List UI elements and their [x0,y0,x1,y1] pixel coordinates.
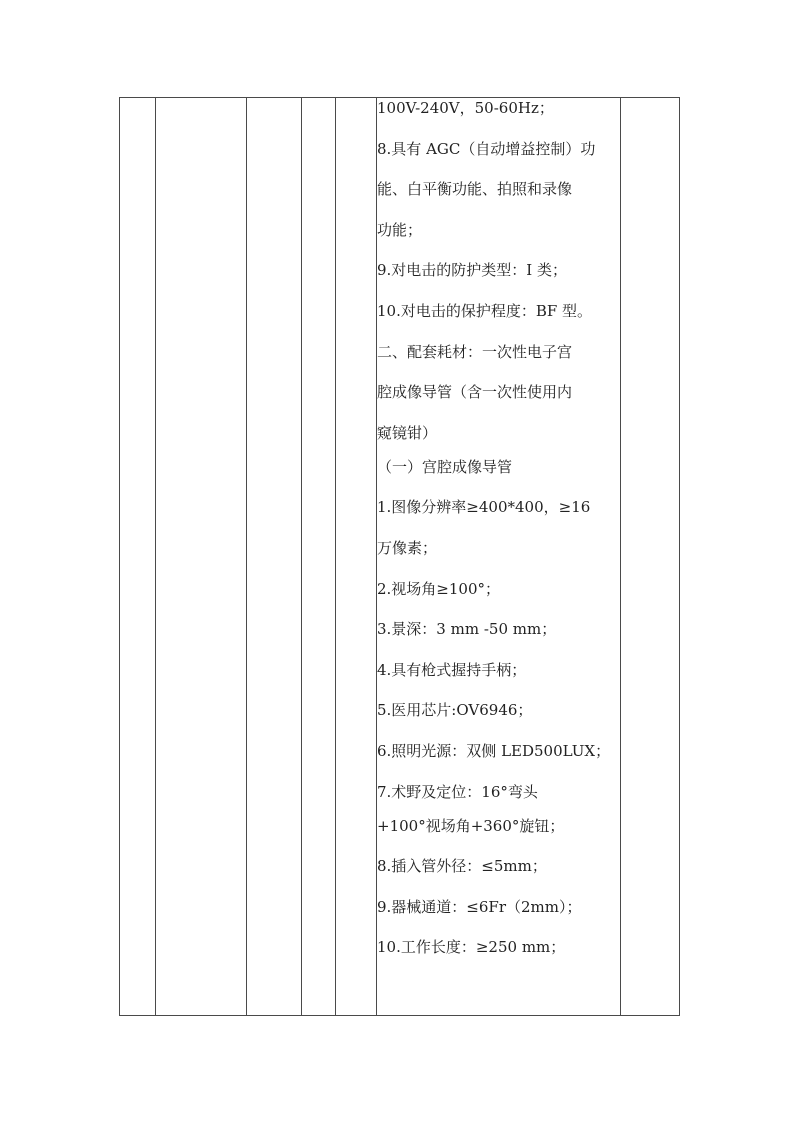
spec-line: 3.景深：3 mm -50 mm； [377,620,557,639]
spec-line: 10.对电击的保护程度：BF 型。 [377,301,593,320]
spec-table [119,97,680,1016]
table-cell-name [156,98,247,1016]
spec-line: 9.器械通道：≤6Fr（2mm）； [377,897,582,916]
spec-line: 1.图像分辨率≥400*400，≥16 [377,498,591,517]
spec-line: 100V-240V，50-60Hz； [377,99,554,117]
spec-line: 窥镜钳） [377,423,438,442]
spec-line: 腔成像导管（含一次性使用内 [377,383,573,402]
table-cell-col3 [247,98,302,1016]
spec-line: 8.插入管外径：≤5mm； [377,857,547,876]
spec-line: 9.对电击的防护类型：I 类； [377,261,568,280]
spec-line: 能、白平衡功能、拍照和录像 [377,180,573,199]
spec-line: 2.视场角≥100°； [377,579,501,598]
spec-line: 4.具有枪式握持手柄； [377,660,527,679]
table-cell-remarks [621,98,680,1016]
table-cell-col5 [336,98,377,1016]
spec-line: 万像素； [377,538,438,557]
table-row [120,98,680,1016]
spec-line: 二、配套耗材：一次性电子宫 [377,342,573,361]
spec-line: 功能； [377,220,423,239]
table-cell-col4 [302,98,336,1016]
spec-line: 6.照明光源：双侧 LED500LUX； [377,741,611,760]
spec-line: （一）宫腔成像导管 [377,457,513,476]
spec-line: 5.医用芯片:OV6946； [377,701,533,720]
spec-line: 10.工作长度：≥250 mm； [377,938,566,957]
spec-line: +100°视场角+360°旋钮； [377,816,565,835]
table-cell-specification [377,98,621,1016]
spec-line: 8.具有 AGC（自动增益控制）功 [377,139,596,158]
table-cell-index [120,98,156,1016]
spec-line: 7.术野及定位：16°弯头 [377,782,538,801]
